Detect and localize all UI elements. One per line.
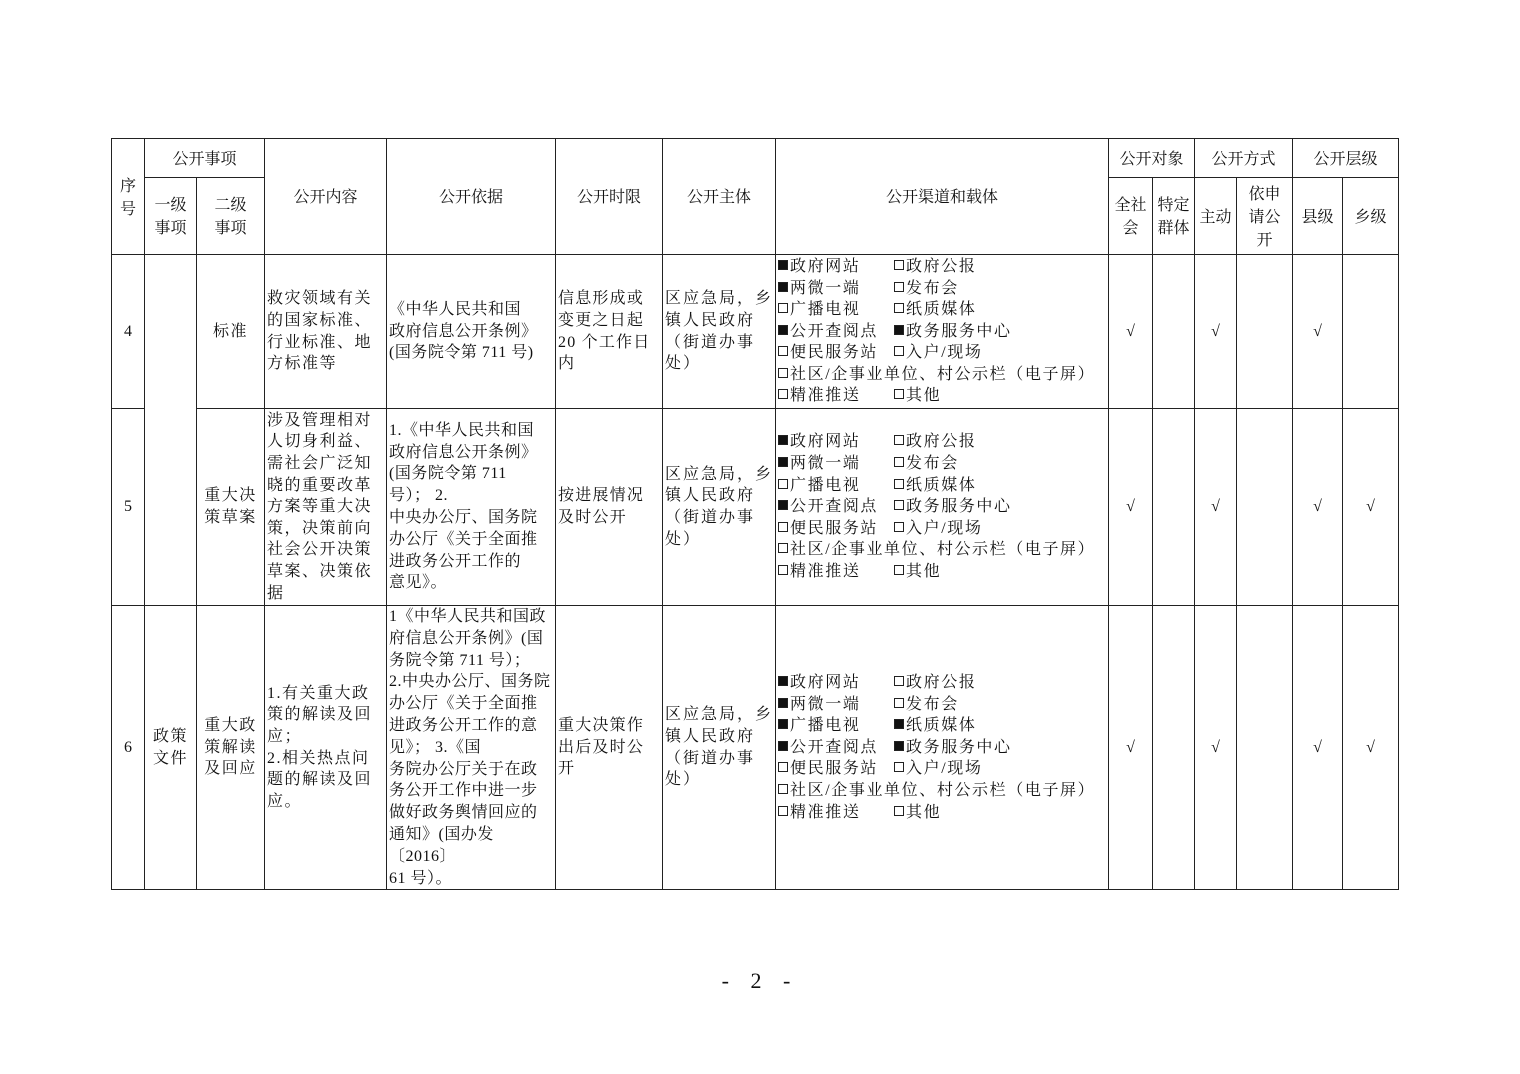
channel-option: [894, 694, 959, 716]
channel-label: 政府网站: [790, 433, 861, 451]
row-basis: 1《中华人民共和国政 府信息公开条例》(国 务院令第 711 号）； 2.中央办公厅、国务院 办公厅《关于全面推 进政务公开工作的意 见》； 3.《国 务院办公厅关于在政 务公开工作中进一步 做好政务舆情回应的 通知》(国办发〔2016〕 61 号）。: [387, 606, 556, 890]
channel-option: [894, 453, 959, 475]
channel-label: 政府公报: [906, 674, 977, 692]
channel-label: 公开查阅点: [790, 322, 879, 340]
channel-label: 其他: [906, 562, 942, 580]
channel-label: 入户/现场: [906, 519, 983, 537]
unchecked-box-icon: [778, 522, 788, 532]
channel-label: 纸质媒体: [906, 301, 977, 319]
channel-label: 便民服务站: [790, 760, 879, 778]
header-method-active: 主动: [1195, 178, 1237, 255]
channel-line: [778, 715, 1106, 737]
channel-option: [778, 694, 894, 716]
channel-option: [778, 256, 894, 278]
channel-option: [778, 431, 894, 453]
channel-option: [894, 518, 982, 540]
row-level-town: [1343, 255, 1399, 409]
header-level-county: 县级: [1293, 178, 1343, 255]
channel-option: [778, 672, 894, 694]
row-method-request: [1237, 606, 1293, 890]
channel-line: [778, 518, 1106, 540]
unchecked-box-icon: [778, 389, 788, 399]
channel-label: 政务服务中心: [906, 322, 1012, 340]
channel-option: [894, 737, 1012, 759]
channel-label: 政府公报: [906, 257, 977, 275]
channel-option: [778, 496, 894, 518]
channel-option: [778, 737, 894, 759]
checked-box-icon: [778, 457, 788, 467]
channel-option: [778, 321, 894, 343]
channel-line: [778, 385, 1106, 407]
row-method-active: √: [1195, 409, 1237, 606]
row-method-active: √: [1195, 606, 1237, 890]
header-level2: 二级 事项: [197, 178, 265, 255]
channel-option: [894, 321, 1012, 343]
channel-option: [894, 802, 941, 824]
channel-line: [778, 672, 1106, 694]
checked-box-icon: [778, 741, 788, 751]
unchecked-box-icon: [894, 565, 904, 575]
channel-option: [894, 342, 982, 364]
channel-label: 其他: [906, 803, 942, 821]
channel-label: 精准推送: [790, 387, 861, 405]
channel-label: 政府公报: [906, 433, 977, 451]
row-audience-all: √: [1109, 606, 1153, 890]
header-audience-group: 公开对象: [1109, 139, 1195, 178]
unchecked-box-icon: [894, 282, 904, 292]
unchecked-box-icon: [778, 303, 788, 313]
unchecked-box-icon: [778, 806, 788, 816]
channel-option: [894, 278, 959, 300]
header-level-town: 乡级: [1343, 178, 1399, 255]
row-content: 1.有关重大政 策的解读及回 应； 2.相关热点问 题的解读及回 应。: [265, 606, 387, 890]
channel-option: [778, 278, 894, 300]
channel-label: 社区/企事业单位、村公示栏（电子屏）: [790, 782, 1096, 800]
row-subject: 区应急局，乡 镇人民政府 （街道办事 处）: [663, 606, 776, 890]
channel-line: [778, 475, 1106, 497]
channel-label: 发布会: [906, 279, 959, 297]
channel-option: [894, 475, 976, 497]
channel-option: [778, 453, 894, 475]
row-method-request: [1237, 255, 1293, 409]
checked-box-icon: [778, 500, 788, 510]
channel-option: [778, 561, 894, 583]
row-time-limit: 信息形成或 变更之日起 20 个工作日 内: [556, 255, 663, 409]
channel-option: [778, 385, 894, 407]
row-audience-all: √: [1109, 255, 1153, 409]
row-seq: 5: [112, 409, 145, 606]
channel-label: 政府网站: [790, 674, 861, 692]
channel-option: [778, 802, 894, 824]
channel-option: [894, 256, 976, 278]
channel-option: [778, 518, 894, 540]
channel-option: [894, 299, 976, 321]
row-basis: 1.《中华人民共和国 政府信息公开条例》 (国务院令第 711 号）； 2. 中央办公厅、国务院 办公厅《关于全面推 进政务公开工作的 意见》。: [387, 409, 556, 606]
channel-label: 广播电视: [790, 301, 861, 319]
channel-label: 发布会: [906, 455, 959, 473]
row-time-limit: 重大决策作 出后及时公 开: [556, 606, 663, 890]
channel-label: 两微一端: [790, 455, 861, 473]
header-content: 公开内容: [265, 139, 387, 255]
checked-box-icon: [778, 676, 788, 686]
channel-option: [778, 539, 1095, 561]
channel-line: [778, 561, 1106, 583]
header-items-group: 公开事项: [145, 139, 265, 178]
row-audience-all: √: [1109, 409, 1153, 606]
unchecked-box-icon: [894, 457, 904, 467]
unchecked-box-icon: [778, 479, 788, 489]
header-level-group: 公开层级: [1293, 139, 1399, 178]
channel-label: 入户/现场: [906, 760, 983, 778]
channel-line: [778, 278, 1106, 300]
checked-box-icon: [778, 698, 788, 708]
channel-option: [894, 431, 976, 453]
unchecked-box-icon: [894, 346, 904, 356]
channel-label: 公开查阅点: [790, 498, 879, 516]
channel-label: 两微一端: [790, 695, 861, 713]
channel-line: [778, 694, 1106, 716]
channel-option: [778, 780, 1095, 802]
row-level2: 标准: [197, 255, 265, 409]
checked-box-icon: [894, 325, 904, 335]
channel-label: 社区/企事业单位、村公示栏（电子屏）: [790, 541, 1096, 559]
row-channels: [776, 255, 1109, 409]
channel-line: [778, 299, 1106, 321]
channel-line: [778, 496, 1106, 518]
header-audience-all: 全社 会: [1109, 178, 1153, 255]
unchecked-box-icon: [894, 522, 904, 532]
checked-box-icon: [778, 719, 788, 729]
header-channels: 公开渠道和载体: [776, 139, 1109, 255]
row-level2: 重大政 策解读 及回应: [197, 606, 265, 890]
table-row: [112, 606, 1399, 890]
channel-label: 公开查阅点: [790, 738, 879, 756]
channel-label: 其他: [906, 387, 942, 405]
header-subject: 公开主体: [663, 139, 776, 255]
header-seq: 序 号: [112, 139, 145, 255]
channel-label: 纸质媒体: [906, 476, 977, 494]
channel-label: 入户/现场: [906, 344, 983, 362]
channel-option: [894, 561, 941, 583]
row-channels: [776, 409, 1109, 606]
row-method-active: √: [1195, 255, 1237, 409]
channel-label: 精准推送: [790, 562, 861, 580]
channel-label: 政府网站: [790, 257, 861, 275]
channel-label: 便民服务站: [790, 519, 879, 537]
table-row: [112, 255, 1399, 409]
row-channels: [776, 606, 1109, 890]
header-method-group: 公开方式: [1195, 139, 1293, 178]
header-time-limit: 公开时限: [556, 139, 663, 255]
row-seq: 6: [112, 606, 145, 890]
channel-line: [778, 802, 1106, 824]
channel-option: [778, 299, 894, 321]
header-audience-specific: 特定 群体: [1153, 178, 1195, 255]
channel-label: 社区/企事业单位、村公示栏（电子屏）: [790, 365, 1096, 383]
row-level1: 政策 文件: [145, 606, 197, 890]
channel-option: [894, 385, 941, 407]
unchecked-box-icon: [894, 698, 904, 708]
checked-box-icon: [894, 741, 904, 751]
row-level-county: √: [1293, 255, 1343, 409]
row-level-town: √: [1343, 409, 1399, 606]
row-audience-specific: [1153, 255, 1195, 409]
unchecked-box-icon: [778, 346, 788, 356]
row-subject: 区应急局，乡 镇人民政府 （街道办事 处）: [663, 255, 776, 409]
row-basis: 《中华人民共和国 政府信息公开条例》 (国务院令第 711 号): [387, 255, 556, 409]
unchecked-box-icon: [894, 435, 904, 445]
channel-label: 精准推送: [790, 803, 861, 821]
unchecked-box-icon: [894, 806, 904, 816]
channel-option: [778, 715, 894, 737]
row-content: 涉及管理相对 人切身利益、 需社会广泛知 晓的重要改革 方案等重大决 策，决策前向 社会公开决策 草案、决策依 据: [265, 409, 387, 606]
row-level2: 重大决 策草案: [197, 409, 265, 606]
checked-box-icon: [778, 435, 788, 445]
channel-label: 广播电视: [790, 717, 861, 735]
header-level1: 一级 事项: [145, 178, 197, 255]
channel-line: [778, 256, 1106, 278]
channel-line: [778, 342, 1106, 364]
row-level1: [145, 255, 197, 606]
channel-label: 便民服务站: [790, 344, 879, 362]
row-level-county: √: [1293, 409, 1343, 606]
channel-option: [778, 364, 1095, 386]
checked-box-icon: [778, 260, 788, 270]
channel-line: [778, 780, 1106, 802]
channel-line: [778, 431, 1106, 453]
row-audience-specific: [1153, 409, 1195, 606]
channel-label: 两微一端: [790, 279, 861, 297]
unchecked-box-icon: [778, 543, 788, 553]
channel-option: [894, 672, 976, 694]
row-audience-specific: [1153, 606, 1195, 890]
table-row: [112, 409, 1399, 606]
unchecked-box-icon: [894, 389, 904, 399]
row-level-county: √: [1293, 606, 1343, 890]
row-method-request: [1237, 409, 1293, 606]
unchecked-box-icon: [778, 784, 788, 794]
channel-line: [778, 321, 1106, 343]
row-content: 救灾领域有关 的国家标准、 行业标准、地 方标准等: [265, 255, 387, 409]
unchecked-box-icon: [894, 260, 904, 270]
channel-option: [894, 715, 976, 737]
unchecked-box-icon: [778, 368, 788, 378]
channel-option: [894, 496, 1012, 518]
channel-line: [778, 364, 1106, 386]
channel-label: 广播电视: [790, 476, 861, 494]
channel-option: [778, 342, 894, 364]
row-subject: 区应急局，乡 镇人民政府 （街道办事 处）: [663, 409, 776, 606]
disclosure-table: [111, 138, 1399, 890]
row-time-limit: 按进展情况 及时公开: [556, 409, 663, 606]
channel-line: [778, 539, 1106, 561]
checked-box-icon: [894, 719, 904, 729]
channel-line: [778, 758, 1106, 780]
channel-label: 发布会: [906, 695, 959, 713]
unchecked-box-icon: [894, 303, 904, 313]
channel-line: [778, 453, 1106, 475]
channel-option: [778, 758, 894, 780]
checked-box-icon: [778, 325, 788, 335]
channel-label: 纸质媒体: [906, 717, 977, 735]
channel-option: [778, 475, 894, 497]
header-method-request: 依申 请公 开: [1237, 178, 1293, 255]
unchecked-box-icon: [894, 676, 904, 686]
unchecked-box-icon: [894, 479, 904, 489]
checked-box-icon: [778, 282, 788, 292]
unchecked-box-icon: [778, 762, 788, 772]
unchecked-box-icon: [778, 565, 788, 575]
channel-option: [894, 758, 982, 780]
channel-label: 政务服务中心: [906, 738, 1012, 756]
unchecked-box-icon: [894, 762, 904, 772]
page-number: - 2 -: [721, 968, 799, 993]
channel-label: 政务服务中心: [906, 498, 1012, 516]
row-seq: 4: [112, 255, 145, 409]
header-basis: 公开依据: [387, 139, 556, 255]
channel-line: [778, 737, 1106, 759]
unchecked-box-icon: [894, 500, 904, 510]
row-level-town: √: [1343, 606, 1399, 890]
